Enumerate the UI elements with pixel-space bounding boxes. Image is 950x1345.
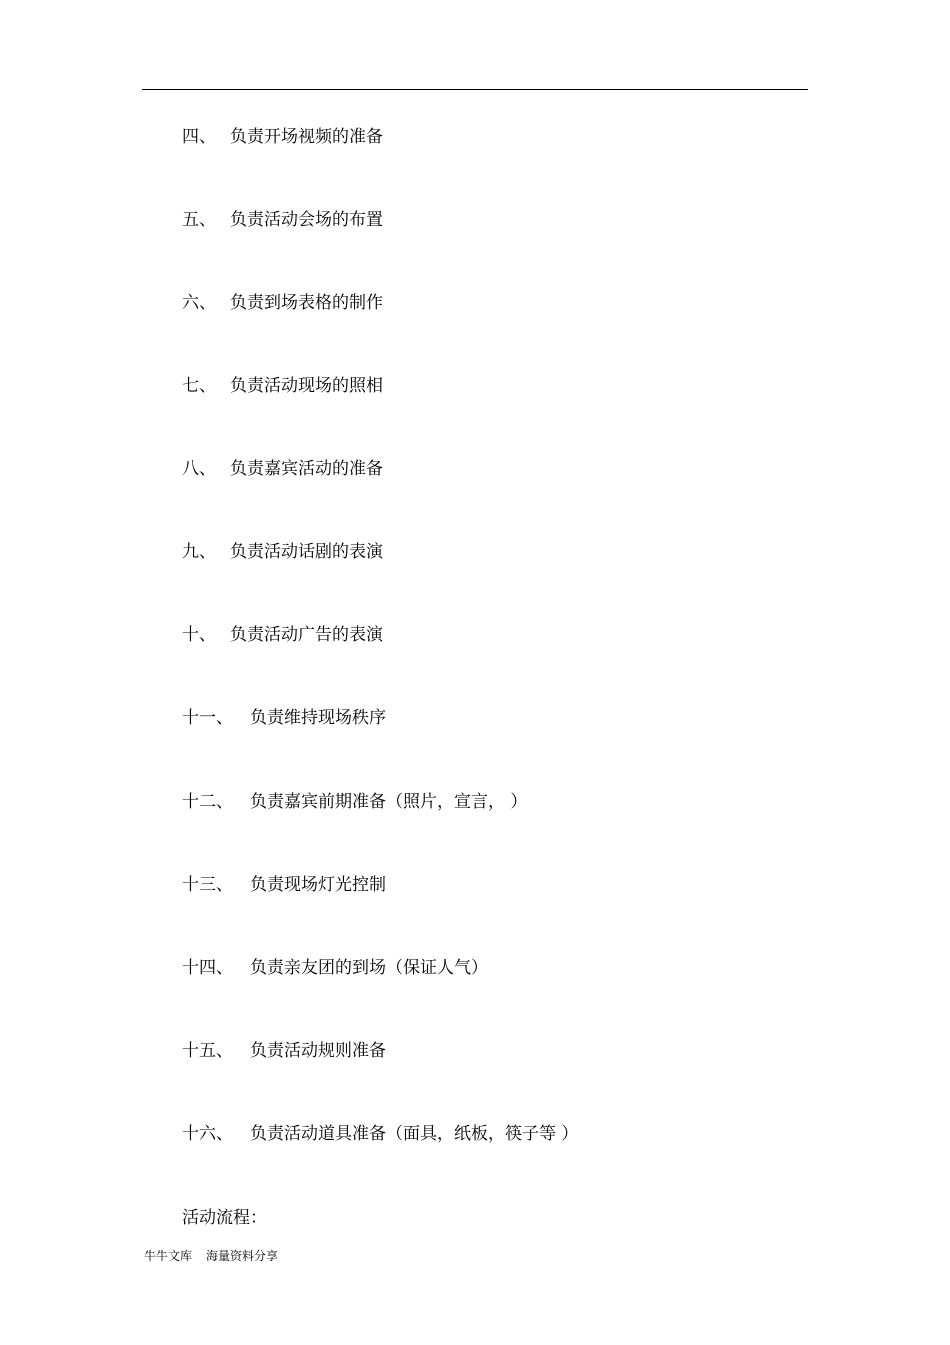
item-text: 负责到场表格的制作 — [230, 293, 383, 313]
item-number: 七、 — [182, 376, 216, 396]
list-item — [182, 791, 527, 813]
item-number: 六、 — [182, 293, 216, 313]
item-text: 负责活动广告的表演 — [230, 625, 383, 645]
list-item — [182, 624, 383, 646]
item-number: 十一、 — [182, 708, 233, 728]
item-number: 十六、 — [182, 1124, 233, 1144]
header-rule — [142, 89, 808, 90]
page-footer — [144, 1248, 278, 1264]
item-number: 九、 — [182, 542, 216, 562]
section-heading: 活动流程： — [182, 1208, 267, 1228]
item-text: 负责活动话剧的表演 — [230, 542, 383, 562]
item-text: 负责活动现场的照相 — [230, 376, 383, 396]
item-text: 负责亲友团的到场（保证人气） — [250, 958, 488, 978]
item-number: 十五、 — [182, 1041, 233, 1061]
item-number: 十、 — [182, 625, 216, 645]
list-item — [182, 957, 488, 979]
list-item — [182, 292, 383, 314]
item-text: 负责维持现场秩序 — [250, 708, 386, 728]
item-text: 负责活动规则准备 — [250, 1041, 386, 1061]
item-text: 负责活动道具准备（面具，纸板，筷子等 ） — [250, 1124, 579, 1144]
list-item — [182, 375, 383, 397]
list-item — [182, 1040, 386, 1062]
item-text: 负责开场视频的准备 — [230, 127, 383, 147]
list-item — [182, 209, 383, 231]
item-text: 负责现场灯光控制 — [250, 875, 386, 895]
item-number: 五、 — [182, 210, 216, 230]
footer-left-text: 牛牛文库 — [144, 1249, 193, 1263]
item-number: 四、 — [182, 127, 216, 147]
item-text: 负责嘉宾活动的准备 — [230, 459, 383, 479]
item-number: 十二、 — [182, 792, 233, 812]
list-item — [182, 1123, 578, 1145]
item-number: 十四、 — [182, 958, 233, 978]
list-item — [182, 126, 383, 148]
item-text: 负责嘉宾前期准备（照片，宣言， ） — [250, 792, 528, 812]
list-item — [182, 707, 386, 729]
list-item — [182, 458, 383, 480]
item-text: 负责活动会场的布置 — [230, 210, 383, 230]
item-number: 十三、 — [182, 875, 233, 895]
footer-right-text: 海量资料分享 — [206, 1249, 279, 1263]
item-number: 八、 — [182, 459, 216, 479]
list-item — [182, 541, 383, 563]
list-item — [182, 874, 386, 896]
